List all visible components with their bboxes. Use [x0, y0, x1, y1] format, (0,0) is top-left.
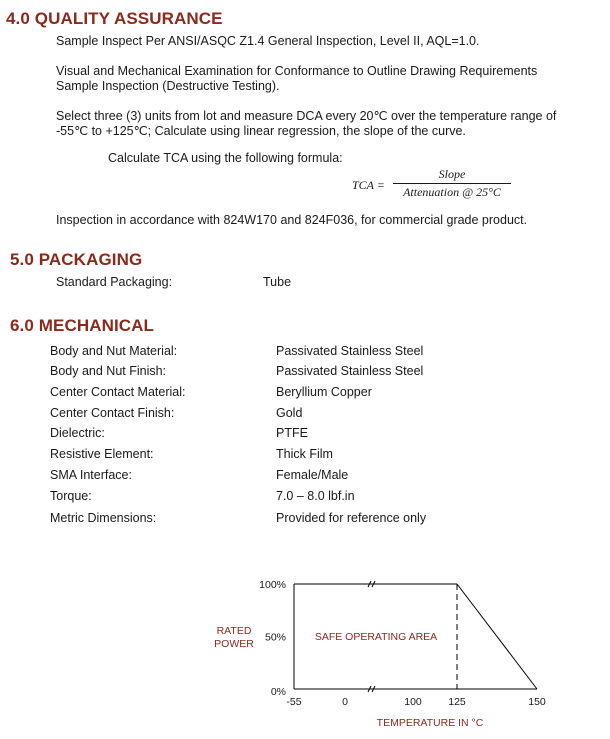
inspection-standard-text: Sample Inspect Per ANSI/ASQC Z1.4 General Inspection, Level II, AQL=1.0. — [56, 34, 480, 48]
spec-label: Metric Dimensions: — [50, 511, 157, 525]
spec-value: PTFE — [276, 426, 308, 440]
section-heading-quality-assurance: 4.0 QUALITY ASSURANCE — [6, 9, 223, 28]
x-tick-label: 150 — [528, 696, 546, 708]
y-tick-label: 50% — [264, 631, 286, 644]
spec-label: Body and Nut Finish: — [50, 364, 167, 378]
dca-measurement-text-line1: Select three (3) units from lot and measure DCA every 20℃ over the temperature range of — [56, 109, 557, 123]
spec-row — [50, 364, 470, 380]
spec-label: Dielectric: — [50, 426, 105, 440]
derating-slope-line — [457, 584, 537, 689]
formula-fraction-bar — [393, 183, 511, 184]
spec-value: Provided for reference only — [276, 511, 427, 525]
spec-label: Resistive Element: — [50, 447, 154, 461]
inspection-accordance-text: Inspection in accordance with 824W170 and 824F036, for commercial grade product. — [56, 213, 528, 227]
tca-formula — [352, 167, 522, 203]
spec-value: Passivated Stainless Steel — [276, 364, 424, 378]
formula-lhs: TCA = — [352, 178, 385, 192]
y-tick-label: 0% — [270, 686, 286, 698]
spec-row — [50, 406, 470, 422]
visual-examination-text-line1: Visual and Mechanical Examination for Conformance to Outline Drawing Requirements — [56, 64, 538, 78]
spec-value: 7.0 – 8.0 lbf.in — [276, 489, 355, 503]
formula-denominator: Attenuation @ 25°C — [403, 185, 501, 199]
spec-row — [50, 468, 470, 484]
spec-value: Gold — [276, 406, 303, 420]
spec-label: Torque: — [50, 489, 92, 503]
y-tick-label: 100% — [259, 579, 286, 591]
section-heading-packaging: 5.0 PACKAGING — [10, 250, 143, 269]
x-axis-break-mark — [368, 686, 375, 692]
spec-row — [50, 511, 470, 527]
spec-row — [50, 385, 470, 401]
x-axis-label: TEMPERATURE IN °C — [376, 717, 484, 729]
spec-row — [50, 447, 470, 463]
formula-numerator: Slope — [438, 167, 466, 181]
x-tick-label: 0 — [342, 696, 348, 708]
spec-value: Thick Film — [276, 447, 333, 461]
spec-row — [50, 489, 470, 505]
x-tick-label: 125 — [448, 696, 466, 708]
dca-measurement-text-line2: -55℃ to +125℃; Calculate using linear regression, the slope of the curve. — [56, 124, 466, 138]
spec-row — [50, 426, 470, 442]
packaging-row — [56, 275, 356, 291]
y-axis-label-line2: POWER — [214, 638, 254, 650]
x-tick-label: -55 — [286, 696, 302, 708]
packaging-value: Tube — [263, 275, 292, 289]
spec-label: Center Contact Finish: — [50, 406, 175, 420]
spec-value: Beryllium Copper — [276, 385, 372, 399]
top-axis-break-mark — [368, 581, 375, 587]
spec-value: Female/Male — [276, 468, 349, 482]
spec-value: Passivated Stainless Steel — [276, 344, 424, 358]
safe-operating-area-label: SAFE OPERATING AREA — [314, 631, 438, 643]
spec-label: SMA Interface: — [50, 468, 132, 482]
x-tick-label: 100 — [404, 696, 422, 708]
spec-row — [50, 344, 470, 360]
y-axis-label-line1: RATED — [216, 625, 252, 637]
packaging-label: Standard Packaging: — [56, 275, 173, 289]
section-heading-mechanical: 6.0 MECHANICAL — [10, 316, 155, 335]
formula-intro-text: Calculate TCA using the following formula: — [108, 151, 343, 165]
spec-label: Center Contact Material: — [50, 385, 186, 399]
visual-examination-text-line2: Sample Inspection (Destructive Testing). — [56, 79, 280, 93]
spec-label: Body and Nut Material: — [50, 344, 178, 358]
